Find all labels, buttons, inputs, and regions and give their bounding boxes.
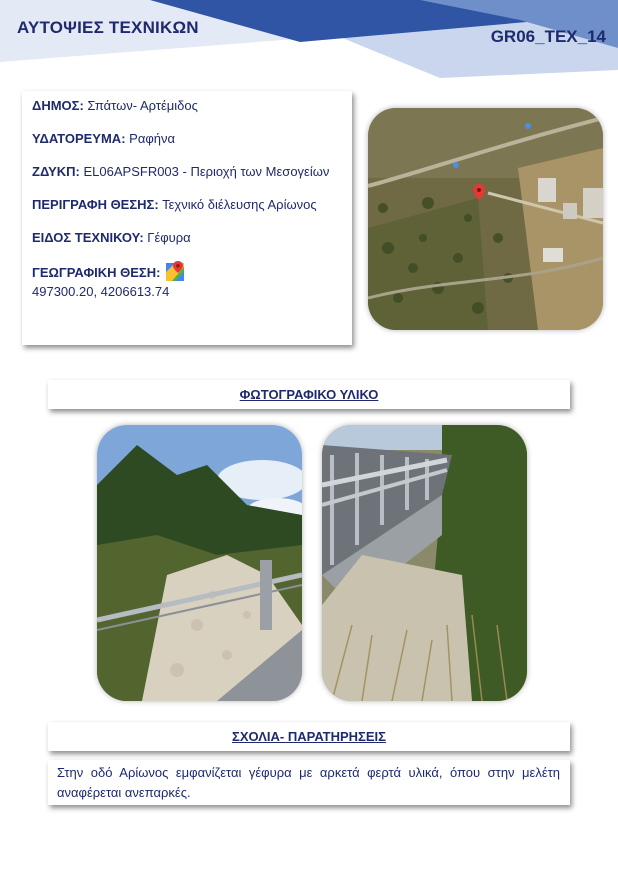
comments-section-title: ΣΧΟΛΙΑ- ΠΑΡΑΤΗΡΗΣΕΙΣ	[48, 722, 570, 751]
geo-location-value: 497300.20, 4206613.74	[32, 284, 170, 299]
stream-row	[32, 129, 342, 148]
site-photo-2	[322, 425, 527, 701]
location-description-value: Τεχνικό διέλευσης Αρίωνος	[158, 197, 317, 212]
municipality-value: Σπάτων- Αρτέμιδος	[83, 98, 198, 113]
municipality-label: ΔΗΜΟΣ:	[32, 98, 84, 113]
site-info-panel	[22, 91, 352, 345]
stream-value: Ραφήνα	[125, 131, 176, 146]
satellite-map-image	[368, 108, 603, 330]
location-description-label: ΠΕΡΙΓΡΑΦΗ ΘΕΣΗΣ:	[32, 197, 159, 212]
structure-type-row	[32, 228, 342, 247]
municipality-row	[32, 96, 342, 115]
site-photo-1	[97, 425, 302, 701]
stream-label: ΥΔΑΤΟΡΕΥΜΑ:	[32, 131, 126, 146]
document-title: ΑΥΤΟΨΙΕΣ ΤΕΧΝΙΚΩΝ	[17, 18, 199, 37]
structure-type-value: Γέφυρα	[143, 230, 191, 245]
photos-section-title: ΦΩΤΟΓΡΑΦΙΚΟ ΥΛΙΚΟ	[48, 380, 570, 409]
structure-type-label: ΕΙΔΟΣ ΤΕΧΝΙΚΟΥ:	[32, 230, 144, 245]
geo-location-label: ΓΕΩΓΡΑΦΙΚΗ ΘΕΣΗ:	[32, 265, 161, 280]
google-maps-icon[interactable]	[166, 261, 184, 281]
document-code: GR06_TEX_14	[490, 27, 606, 46]
location-description-row	[32, 195, 342, 214]
zdykp-row	[32, 162, 342, 181]
zdykp-value: EL06APSFR003 - Περιοχή των Μεσογείων	[79, 164, 330, 179]
zdykp-label: ΖΔΥΚΠ:	[32, 164, 80, 179]
geo-location-row	[32, 261, 342, 301]
comments-text: Στην οδό Αρίωνος εμφανίζεται γέφυρα με αρκετά φερτά υλικά, όπου στην μελέτη αναφέρεται ανεπαρκές.	[48, 760, 570, 805]
